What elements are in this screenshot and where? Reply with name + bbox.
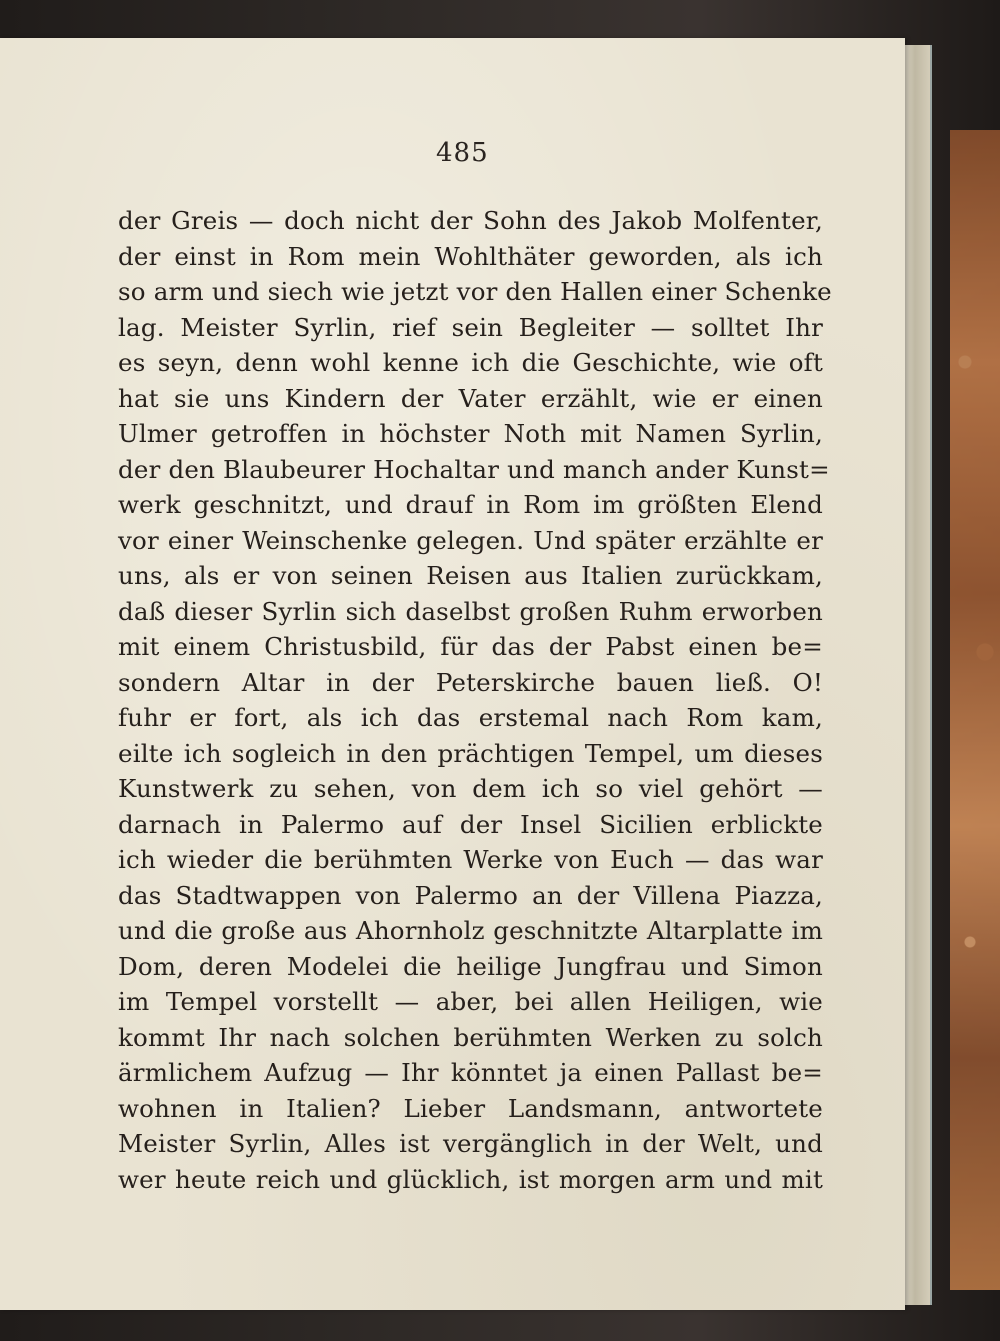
- text-line: der Greis — doch nicht der Sohn des Jakob Molfenter,: [118, 206, 823, 235]
- text-line: sondern Altar in der Peterskirche bauen ließ. O!: [118, 667, 823, 697]
- text-line: es seyn, denn wohl kenne ich die Geschichte, wie oft: [118, 348, 823, 377]
- text-line: hat sie uns Kindern der Vater erzählt, wie er einen: [118, 383, 823, 413]
- text-line: daß dieser Syrlin sich daselbst großen Ruhm erworben: [118, 596, 823, 626]
- page-number: 485: [436, 138, 489, 168]
- text-line: der einst in Rom mein Wohlthäter geworden, als ich: [118, 241, 823, 271]
- text-line: Dom, deren Modelei die heilige Jungfrau und Simon: [118, 951, 823, 981]
- book-page: [0, 38, 905, 1310]
- text-line: so arm und siech wie jetzt vor den Hallen einer Schenke: [118, 277, 832, 306]
- text-line: eilte ich sogleich in den prächtigen Tempel, um dieses: [118, 738, 823, 768]
- marbled-edge: [950, 130, 1000, 1290]
- text-line: Kunstwerk zu sehen, von dem ich so viel gehört —: [118, 774, 823, 803]
- text-line: fuhr er fort, als ich das erstemal nach Rom kam,: [118, 703, 823, 732]
- text-line: mit einem Christusbild, für das der Pabst einen be=: [118, 632, 823, 661]
- text-line: im Tempel vorstellt — aber, bei allen Heiligen, wie: [118, 987, 823, 1016]
- text-line: Meister Syrlin, Alles ist vergänglich in der Welt, und: [118, 1129, 823, 1158]
- text-line: und die große aus Ahornholz geschnitzte Altarplatte im: [118, 916, 823, 945]
- text-line: ich wieder die berühmten Werke von Euch — das war: [118, 845, 823, 874]
- text-line: ärmlichem Aufzug — Ihr könntet ja einen Pallast be=: [118, 1058, 823, 1087]
- text-line: der den Blaubeurer Hochaltar und manch ander Kunst=: [118, 454, 830, 484]
- text-line: das Stadtwappen von Palermo an der Villena Piazza,: [118, 880, 823, 910]
- text-line: uns, als er von seinen Reisen aus Italien zurückkam,: [118, 561, 823, 590]
- body-text: [118, 203, 832, 1197]
- text-line: werk geschnitzt, und drauf in Rom im größten Elend: [118, 490, 823, 519]
- text-line: wer heute reich und glücklich, ist morgen arm und mit: [118, 1164, 823, 1194]
- text-line: darnach in Palermo auf der Insel Sicilien erblickte: [118, 809, 823, 839]
- text-line: wohnen in Italien? Lieber Landsmann, antwortete: [118, 1093, 823, 1123]
- text-line: Ulmer getroffen in höchster Noth mit Namen Syrlin,: [118, 419, 823, 448]
- text-line: kommt Ihr nach solchen berühmten Werken zu solch: [118, 1022, 823, 1052]
- text-line: vor einer Weinschenke gelegen. Und später erzählte er: [118, 525, 823, 555]
- text-line: lag. Meister Syrlin, rief sein Begleiter — solltet Ihr: [118, 312, 823, 342]
